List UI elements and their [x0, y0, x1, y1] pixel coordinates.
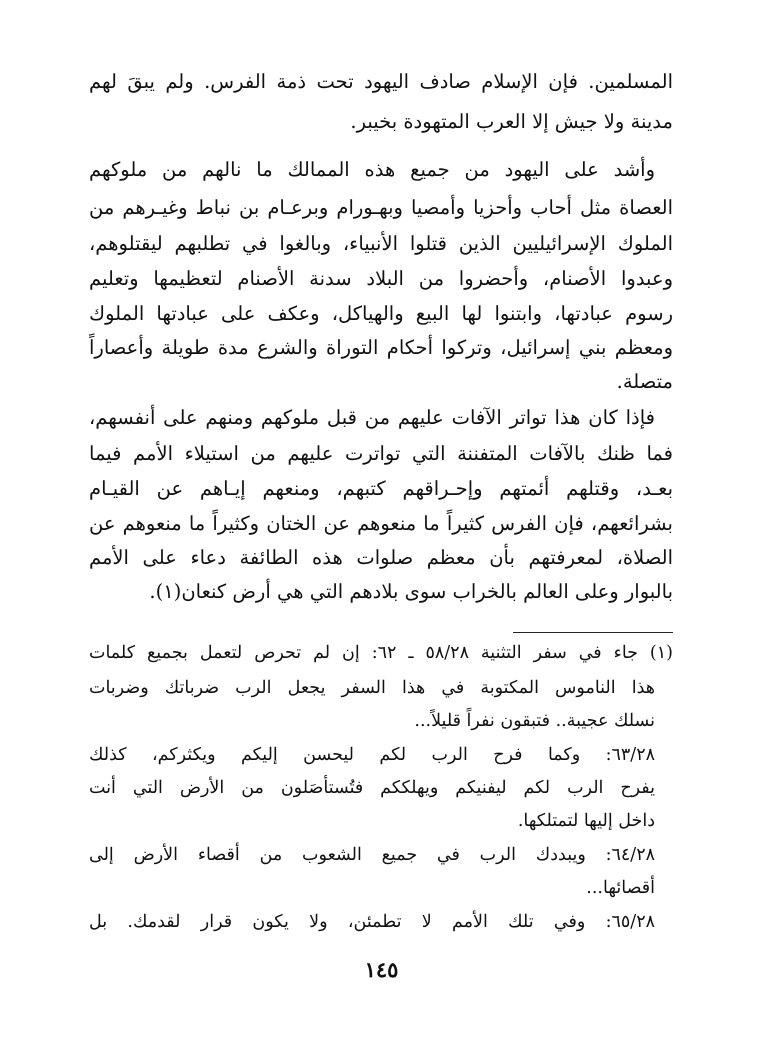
body-line: مدينة ولا جيش إلا العرب المتهودة بخيبر.: [350, 110, 673, 133]
body-line: فما ظنك بالآفات المتفننة التي تواترت عليهم من استيلاء الأمم فيما: [89, 442, 673, 465]
footnote-separator: [513, 632, 673, 633]
footnote-line: ٦٣/٢٨: وكما فرح الرب لكم ليحسن إليكم ويكثركم، كذلك: [89, 745, 655, 765]
footnote-line: يفرح الرب لكم ليفنيكم ويهلككم فتُستأصَلون من الأرض التي أنت: [89, 778, 655, 798]
footnote-line: داخل إليها لتمتلكها.: [517, 811, 655, 831]
footnote-line: أقصائها...: [586, 878, 655, 898]
body-line: وأشد على اليهود من جميع هذه الممالك ما نالهم من ملوكهم: [89, 158, 655, 181]
body-line: وعبدوا الأصنام، وأحضروا من البلاد سدنة الأصنام لتعظيمها وتعليم: [89, 267, 673, 290]
footnote-line: هذا الناموس المكتوبة في هذا السفر يجعل الرب ضرباتك وضربات: [89, 678, 655, 698]
body-line: المسلمين. فإن الإسلام صادف اليهود تحت ذمة الفرس. ولم يبقَ لهم: [89, 70, 673, 93]
page-number: ١٤٥: [364, 957, 399, 982]
body-line: متصلة.: [616, 370, 673, 393]
body-line: الصلاة، لمعرفتهم بأن معظم صلوات هذه الطائفة دعاء على الأمم: [89, 546, 673, 569]
body-line: رسوم عبادتها، وابتنوا لها البيع والهياكل، وعكف على عبادتها الملوك: [89, 302, 673, 325]
body-line: العصاة مثل أحاب وأحزيا وأمصيا وبهـورام وبرعـام بن نباط وغيـرهم من: [89, 196, 673, 219]
body-line: بالبوار وعلى العالم بالخراب سوى بلادهم التي هي أرض كنعان(١).: [149, 580, 673, 603]
footnote-line: ٦٥/٢٨: وفي تلك الأمم لا تطمئن، ولا يكون قرار لقدمك. بل: [89, 912, 655, 932]
body-line: بعـد، وقتلهم أئمتهم وإحـراقهم كتبهم، ومنعهم إيـاهم عن القيـام: [89, 477, 673, 500]
footnote-line: (١) جاء في سفر التثنية ٥٨/٢٨ ـ ٦٢: إن لم تحرص لتعمل بجميع كلمات: [89, 643, 673, 663]
body-line: الملوك الإسرائيليين الذين قتلوا الأنبياء، وبالغوا في تطلبهم ليقتلوهم،: [89, 232, 673, 255]
body-line: بشرائعهم، فإن الفرس كثيراً ما منعوهم عن الختان وكثيراً ما منعوهم عن: [89, 512, 673, 535]
footnote-line: ٦٤/٢٨: ويبددك الرب في جميع الشعوب من أقصاء الأرض إلى: [89, 845, 655, 865]
footnote-line: نسلك عجيبة.. فتبقون نفراً قليلاً...: [414, 711, 655, 731]
body-line: ومعظم بني إسرائيل، وتركوا أحكام التوراة والشرع مدة طويلة وأعصاراً: [89, 336, 673, 359]
body-line: فإذا كان هذا تواتر الآفات عليهم من قبل ملوكهم ومنهم على أنفسهم،: [89, 406, 655, 429]
